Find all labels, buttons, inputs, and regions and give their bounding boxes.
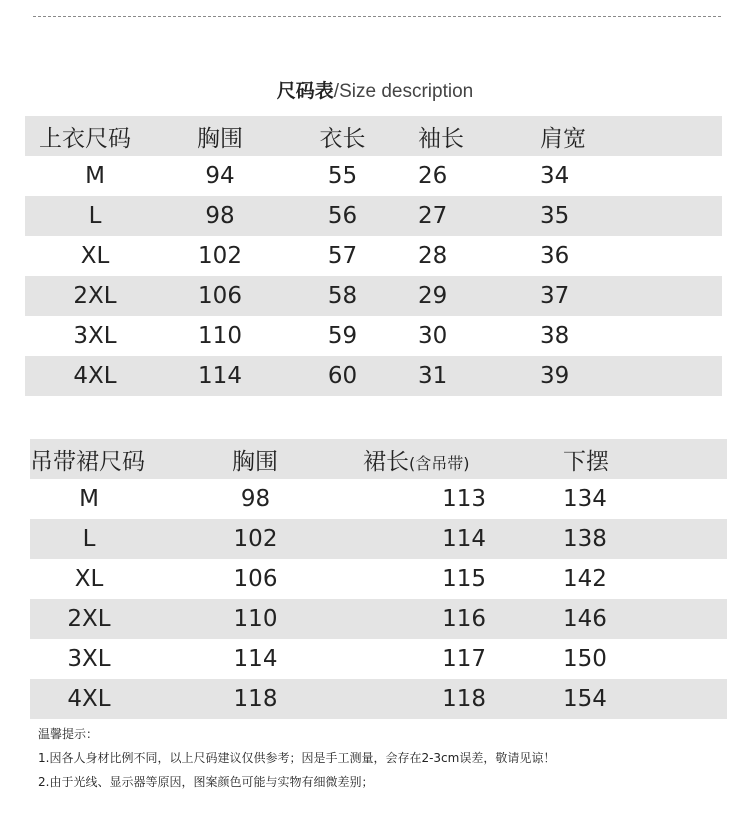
- cell-chest: 114: [233, 646, 278, 672]
- cell-size: 4XL: [30, 679, 148, 719]
- header-size: 上衣尺码: [25, 116, 165, 156]
- cell-hem: 138: [486, 519, 727, 559]
- cell-hem: 142: [563, 566, 607, 592]
- cell-chest: 102: [198, 243, 242, 269]
- table-row: [30, 519, 727, 559]
- cell-length: 58: [275, 276, 410, 316]
- tips-section: [38, 722, 728, 794]
- cell-chest: 110: [198, 323, 242, 349]
- table-row: [30, 559, 727, 599]
- header-length: 衣长: [275, 116, 410, 156]
- cell-sleeve: 28: [418, 243, 448, 269]
- cell-dress-length: 114: [363, 519, 486, 559]
- cell-chest: 114: [165, 356, 275, 396]
- cell-dress-length: 118: [363, 679, 486, 719]
- cell-chest: 106: [165, 276, 275, 316]
- cell-length: 60: [275, 356, 410, 396]
- cell-size: XL: [74, 566, 104, 592]
- tips-title: 温馨提示：: [38, 727, 99, 741]
- cell-shoulder: 36: [540, 243, 570, 269]
- cell-length: 56: [275, 196, 410, 236]
- cell-sleeve: 30: [418, 323, 448, 349]
- heading-en: Size description: [339, 81, 474, 102]
- cell-chest: 106: [233, 566, 278, 592]
- cell-size: 2XL: [30, 599, 148, 639]
- tips-line-1: 1.因各人身材比例不同，以上尺码建议仅供参考；因是手工测量，会存在2-3cm误差，敬请见谅！: [38, 751, 556, 765]
- table-row: [30, 679, 727, 719]
- cell-dress-length: 115: [442, 566, 486, 592]
- cell-size: 2XL: [25, 276, 165, 316]
- cell-hem: 150: [563, 646, 607, 672]
- cell-size: L: [25, 196, 165, 236]
- tips-line-2: 2.由于光线、显示器等原因，图案颜色可能与实物有细微差别；: [38, 775, 374, 789]
- cell-shoulder: 35: [510, 196, 722, 236]
- cell-size: 3XL: [67, 646, 111, 672]
- cell-sleeve: 31: [410, 356, 510, 396]
- cell-dress-length: 116: [363, 599, 486, 639]
- table-row: [25, 276, 722, 316]
- cell-shoulder: 34: [540, 163, 570, 189]
- cell-dress-length: 117: [442, 646, 486, 672]
- cell-size: L: [30, 519, 148, 559]
- cell-size: 3XL: [73, 323, 117, 349]
- cell-shoulder: 38: [540, 323, 570, 349]
- cell-chest: 98: [240, 486, 271, 512]
- table-row: [30, 599, 727, 639]
- cell-hem: 154: [486, 679, 727, 719]
- cell-chest: 102: [148, 519, 363, 559]
- dress-size-table: [30, 439, 727, 719]
- table-header-row: [25, 116, 722, 156]
- top-size-table: [25, 116, 722, 396]
- table-row: [25, 356, 722, 396]
- table-header-row: [30, 439, 727, 479]
- header-sleeve: 袖长: [410, 116, 510, 156]
- table-row: [30, 639, 727, 679]
- cell-length: 57: [327, 243, 358, 269]
- table-row: [25, 196, 722, 236]
- table-row: [25, 156, 722, 196]
- section-heading: [0, 76, 750, 103]
- cell-sleeve: 26: [418, 163, 448, 189]
- header-chest: 胸围: [148, 439, 363, 479]
- cell-shoulder: 39: [510, 356, 722, 396]
- header-size: 吊带裙尺码: [30, 439, 148, 479]
- cell-size: 4XL: [25, 356, 165, 396]
- cell-chest: 118: [148, 679, 363, 719]
- cell-chest: 94: [205, 163, 235, 189]
- header-chest: 胸围: [165, 116, 275, 156]
- cell-size: M: [85, 163, 105, 189]
- cell-sleeve: 29: [410, 276, 510, 316]
- cell-length: 55: [327, 163, 358, 189]
- heading-separator: /: [333, 81, 340, 102]
- table-row: [25, 236, 722, 276]
- cell-shoulder: 37: [510, 276, 722, 316]
- cell-sleeve: 27: [410, 196, 510, 236]
- cell-size: XL: [80, 243, 110, 269]
- header-hem: 下摆: [486, 439, 727, 479]
- dashed-divider: [33, 16, 721, 17]
- cell-hem: 146: [486, 599, 727, 639]
- table-row: [30, 479, 727, 519]
- header-dress-length-note: (含吊带): [409, 453, 470, 473]
- header-dress-length: [363, 439, 486, 479]
- heading-cn: 尺码表: [276, 81, 334, 102]
- cell-chest: 110: [148, 599, 363, 639]
- cell-hem: 134: [563, 486, 607, 512]
- header-dress-length-label: 裙长: [363, 448, 409, 475]
- cell-length: 59: [327, 323, 358, 349]
- table-row: [25, 316, 722, 356]
- cell-dress-length: 113: [442, 486, 486, 512]
- cell-chest: 98: [165, 196, 275, 236]
- cell-size: M: [79, 486, 99, 512]
- header-shoulder: 肩宽: [510, 116, 722, 156]
